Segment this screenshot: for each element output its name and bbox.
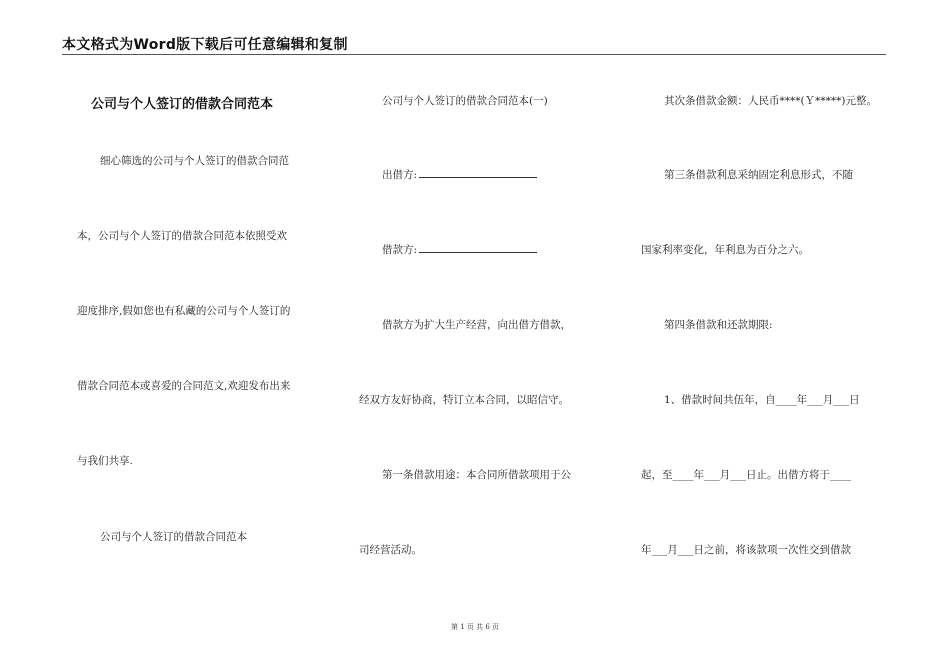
paragraph-line: 司经营活动。 <box>359 544 422 556</box>
paragraph-line: 与我们共享. <box>77 455 133 467</box>
paragraph-line: 其次条借款金额：人民币****(Ｙ*****)元整。 <box>664 95 877 107</box>
paragraph-line: 第四条借款和还款期限: <box>664 319 773 331</box>
lender-blank <box>419 167 537 178</box>
lender-label: 出借方: <box>382 169 418 181</box>
header-title: 本文格式为Word版下载后可任意编辑和复制 <box>62 37 348 53</box>
paragraph-line: 起，至____年___月___日止。出借方将于____ <box>641 469 851 481</box>
paragraph-line: 经双方友好协商，特订立本合同，以昭信守。 <box>359 394 569 406</box>
document-header <box>62 34 886 55</box>
lender-field <box>382 167 537 182</box>
borrower-field <box>382 242 537 257</box>
paragraph-line: 借款方为扩大生产经营，向出借方借款， <box>382 319 571 331</box>
paragraph-line: 迎度排序,假如您也有私藏的公司与个人签订的 <box>77 305 291 317</box>
paragraph-line: 国家利率变化，年利息为百分之六。 <box>641 244 809 256</box>
page-number: 第 1 页 共 6 页 <box>450 623 500 631</box>
paragraph-line: 细心筛选的公司与个人签订的借款合同范 <box>100 155 289 167</box>
paragraph-line: 1、借款时间共伍年，自____年___月___日 <box>664 394 860 406</box>
paragraph-line: 公司与个人签订的借款合同范本 <box>100 531 247 543</box>
document-title: 公司与个人签订的借款合同范本 <box>91 97 274 112</box>
paragraph-line: 第一条借款用途：本合同所借款项用于公 <box>382 469 571 481</box>
paragraph-line: 借款合同范本或喜爱的合同范文,欢迎发布出来 <box>77 380 291 392</box>
paragraph-line: 年___月___日之前，将该款项一次性交到借款 <box>641 544 851 556</box>
paragraph-line: 本，公司与个人签订的借款合同范本依照受欢 <box>77 230 287 242</box>
contract-heading: 公司与个人签订的借款合同范本(一) <box>382 95 548 107</box>
paragraph-line: 第三条借款利息采纳固定利息形式，不随 <box>664 169 853 181</box>
borrower-label: 借款方: <box>382 244 418 256</box>
borrower-blank <box>419 242 537 253</box>
